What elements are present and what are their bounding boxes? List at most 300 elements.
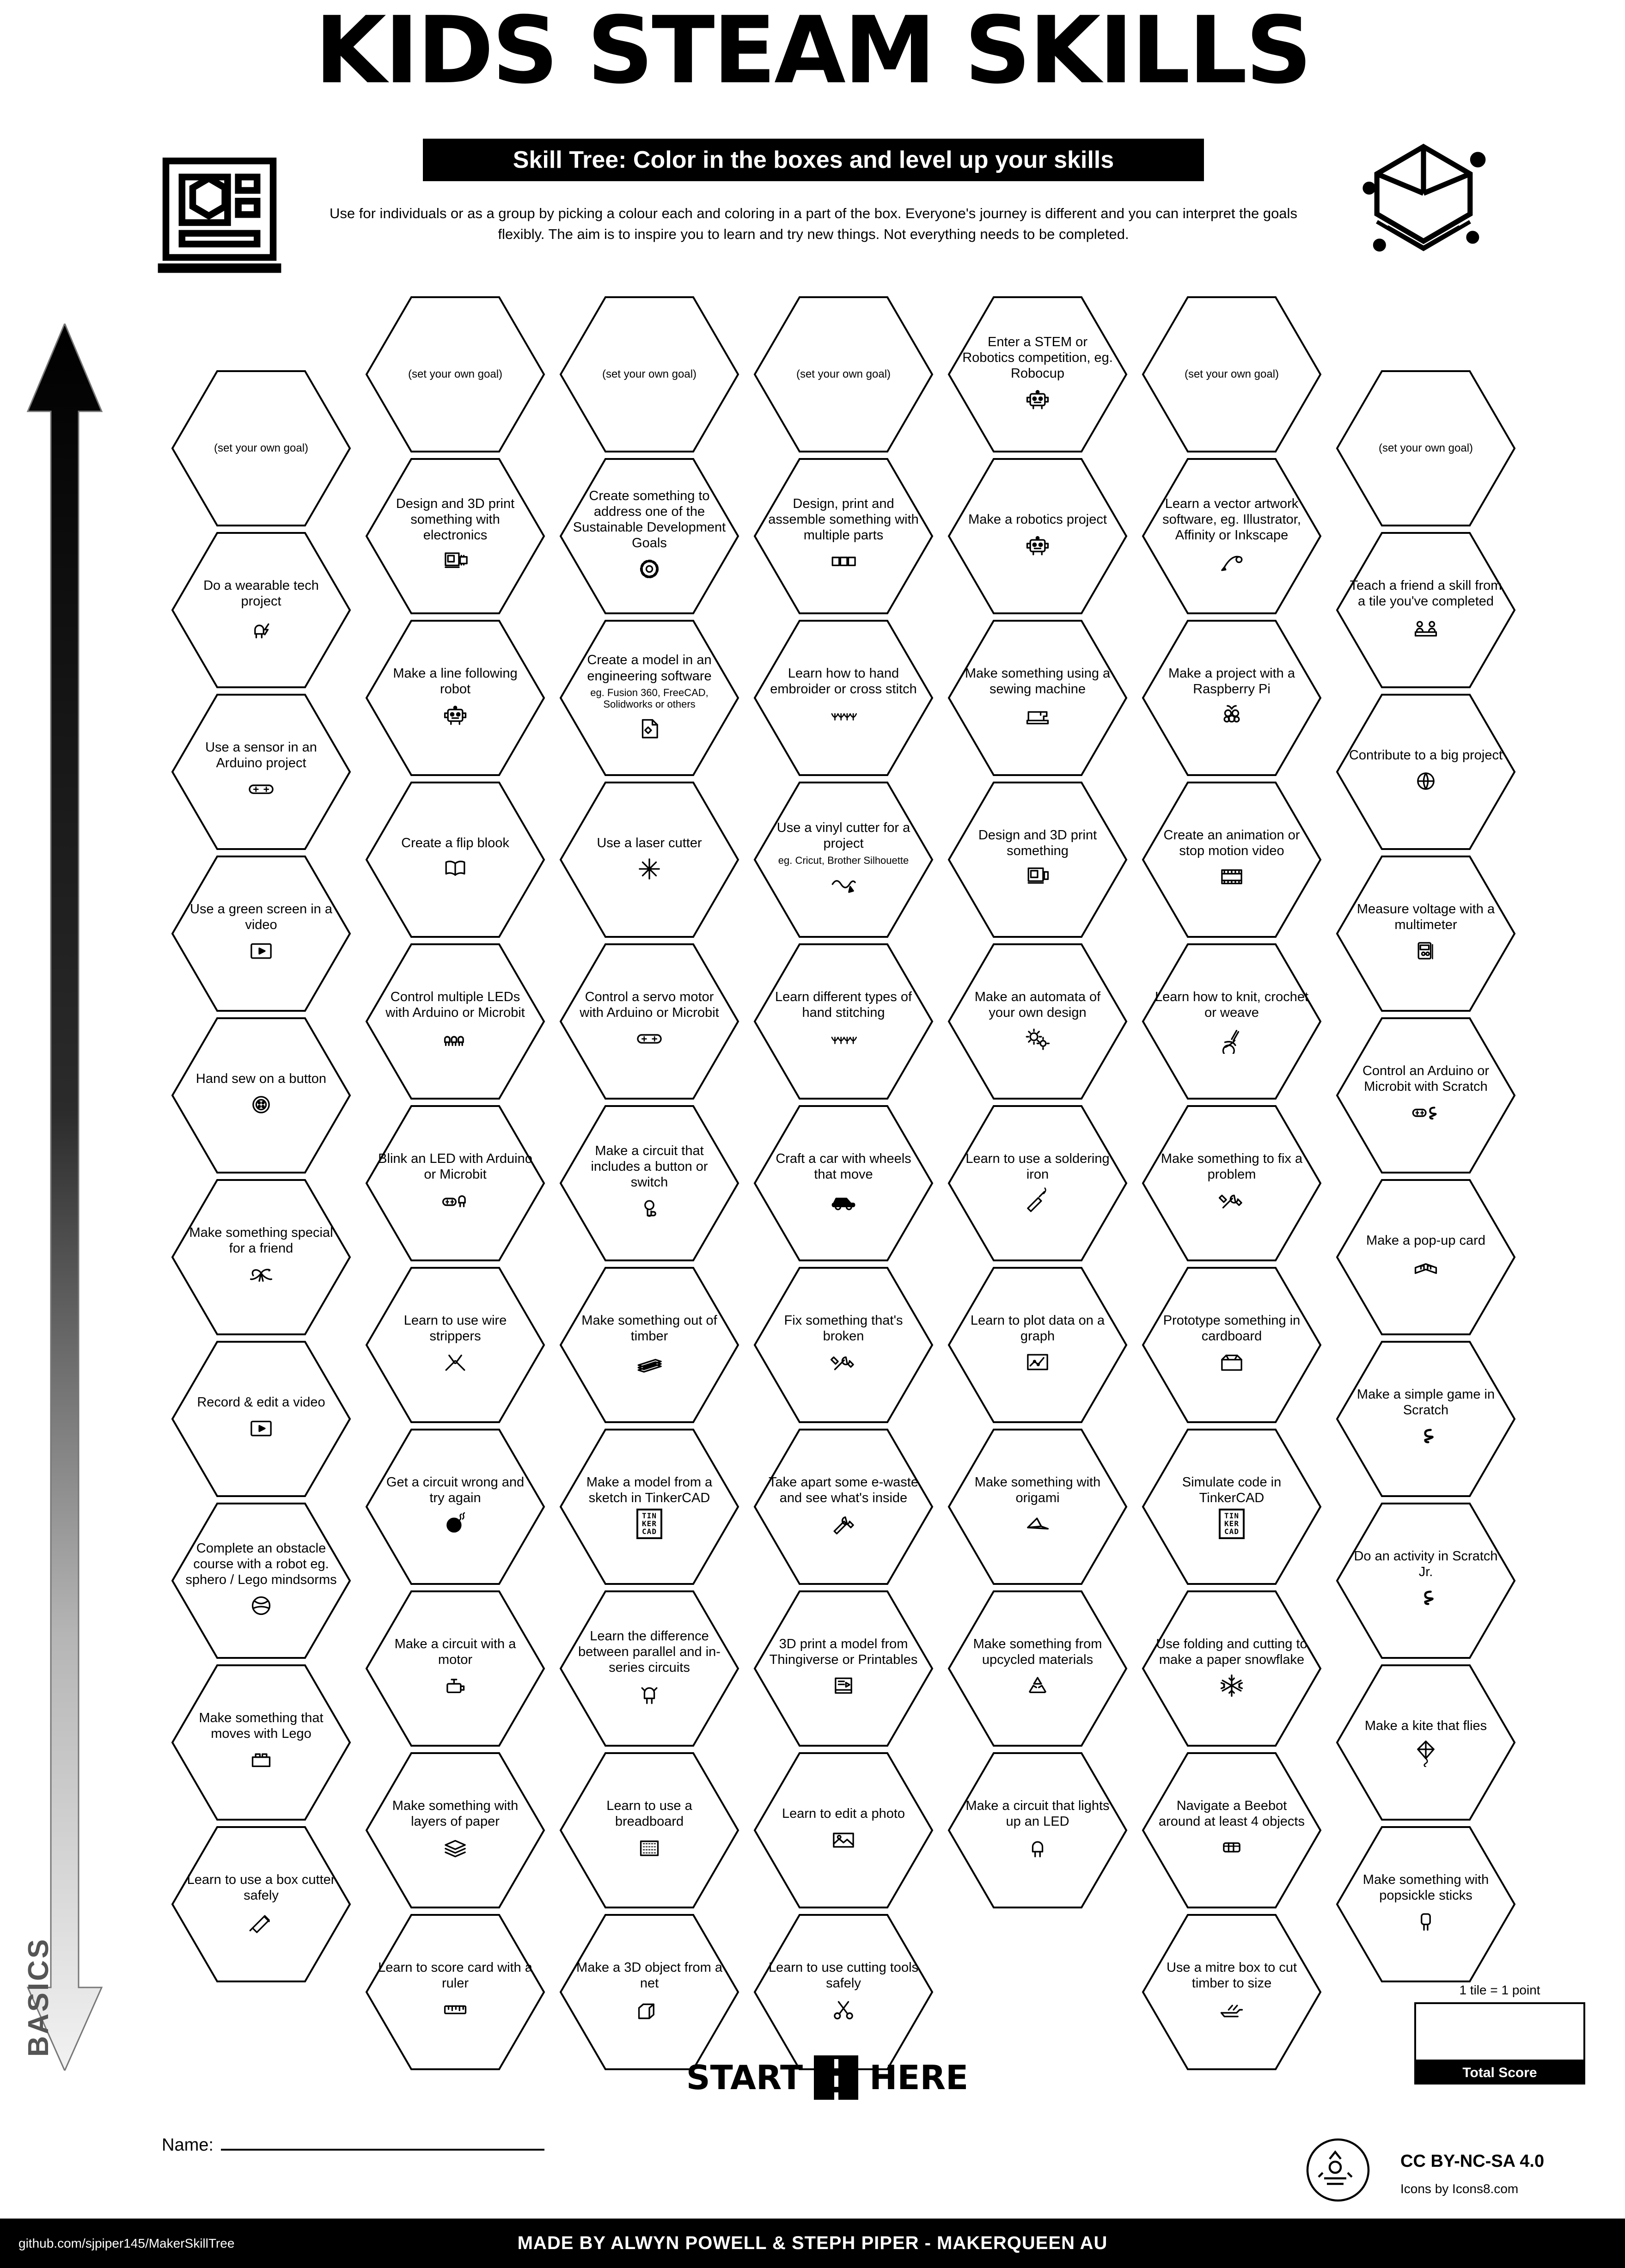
recycle-icon [1020,1670,1055,1701]
arduino-icon [244,774,278,804]
tile-label: Design and 3D print something with electronics [396,496,515,543]
multi-led-icon [438,1023,472,1054]
skill-tile[interactable] [753,619,934,776]
tile-content [1349,1233,1503,1282]
skill-tile[interactable] [365,1590,545,1747]
skill-tile[interactable] [171,1017,351,1174]
skill-tile[interactable] [1336,532,1516,689]
tile-content [1349,747,1503,796]
tile-label: Blink an LED with Arduino or Microbit [378,1151,532,1182]
tile-label: Make an automata of your own design [974,989,1101,1020]
here-label: HERE [869,2058,969,2097]
skill-tile[interactable] [171,1664,351,1821]
lego-brick-icon [244,1744,278,1775]
skill-tile[interactable] [171,693,351,850]
tile-label: Take apart some e-waste and see what's inside [769,1474,918,1505]
tile-content [766,1474,921,1539]
tile-content [184,1872,338,1937]
skill-tile[interactable] [559,1913,739,2071]
teaching-icon [1409,612,1443,642]
tile-content [1155,1151,1309,1216]
tinkercad-icon: TIN KER CAD [1219,1509,1245,1539]
skill-tile[interactable] [947,1428,1128,1585]
tile-label: Hand sew on a button [195,1071,327,1086]
laser-icon [632,854,666,884]
tile-label: Make a pop-up card [1366,1233,1485,1248]
tinkercad-icon: TIN KER CAD [636,1509,662,1539]
skill-tile[interactable] [1336,370,1516,527]
skill-tile[interactable] [559,1590,739,1747]
tile-label: Make a circuit that lights up an LED [965,1798,1110,1829]
tile-label: Control a servo motor with Arduino or Microbit [580,989,719,1020]
score-note: 1 tile = 1 point [1459,1983,1540,1997]
tile-content [184,1394,338,1443]
tile-label: Use folding and cutting to make a paper snowflake [1156,1636,1307,1667]
scissors-icon [826,1994,861,2024]
skill-tile[interactable] [753,1105,934,1262]
skill-tile[interactable] [1336,1179,1516,1336]
tile-content [572,368,727,381]
tile-label: Learn how to hand embroider or cross stitch [770,666,917,697]
skill-tile[interactable] [1336,1826,1516,1983]
tile-label: Make a circuit with a motor [394,1636,516,1667]
mitre-box-icon [1215,1994,1249,2024]
skill-tile[interactable] [1142,1752,1322,1909]
tile-label: Make something with popsickle sticks [1362,1872,1489,1903]
tile-content [184,442,338,455]
tile-content [184,740,338,804]
score-panel [1414,1983,1585,2085]
tile-sublabel: eg. Cricut, Brother Silhouette [778,854,909,866]
multimeter-icon [1409,935,1443,966]
tile-label: Make a line following robot [393,666,518,697]
tile-content [960,512,1115,561]
skill-tile[interactable] [947,781,1128,938]
tile-content [184,1710,338,1775]
skill-tile[interactable] [753,1428,934,1585]
tile-label: Use a laser cutter [597,835,702,850]
skill-tile[interactable] [947,1105,1128,1262]
skill-tile[interactable] [1336,1340,1516,1498]
tile-label: Design and 3D print something [978,827,1097,858]
tile-content [766,1960,921,2024]
skill-tile[interactable] [947,1590,1128,1747]
tile-content [378,1474,532,1539]
skill-tile[interactable] [753,1752,934,1909]
tile-content [378,1636,532,1701]
cardboard-box-icon [1215,1347,1249,1377]
skill-tile[interactable] [171,1826,351,1983]
skill-tile[interactable] [947,1752,1128,1909]
tile-label: Navigate a Beebot around at least 4 objects [1159,1798,1305,1829]
tile-label: Teach a friend a skill from a tile you've completed [1350,578,1502,609]
skill-tile[interactable] [365,1266,545,1424]
tile-content [184,1225,338,1290]
tile-content [766,1636,921,1701]
stitch-icon [826,700,861,730]
skill-tile[interactable] [1336,693,1516,850]
tile-content [572,488,727,585]
multi-parts-icon [826,546,861,576]
skill-tile[interactable] [171,855,351,1012]
tile-label: Create something to address one of the Sustainable Development Goals [573,488,726,551]
name-label: Name: [162,2135,214,2155]
tile-content [766,1313,921,1377]
video-play-icon [244,1413,278,1443]
tile-content [572,835,727,884]
skill-tile[interactable] [1142,619,1322,776]
tile-content [1349,442,1503,455]
axis-label-basics: BASICS [23,1937,55,2057]
tile-label: Make something with layers of paper [392,1798,519,1829]
tile-content [572,1628,727,1709]
skill-tile[interactable] [1336,1664,1516,1821]
soldering-iron-icon [1020,1185,1055,1216]
tile-goal-placeholder: (set your own goal) [602,368,697,380]
tile-label: Make something that moves with Lego [199,1710,324,1741]
skill-tile[interactable] [1142,1266,1322,1424]
skill-tile[interactable] [753,1913,934,2071]
tile-content [766,1806,921,1855]
name-field[interactable] [162,2135,544,2155]
tile-label: Use a sensor in an Arduino project [205,740,317,770]
robot-icon [1020,384,1055,415]
tile-content [572,1143,727,1224]
printer-icon [1020,862,1055,892]
tile-content [378,1151,532,1216]
skill-tile[interactable] [171,370,351,527]
printer-chip-icon [438,546,472,576]
tile-label: Learn to use wire strippers [403,1313,507,1344]
vinyl-cutter-icon [826,869,861,899]
scratch-icon [1409,1583,1443,1613]
license-text: CC BY-NC-SA 4.0 [1400,2152,1545,2171]
snowflake-icon [1215,1670,1249,1701]
footer-bar [0,2219,1625,2268]
tile-content [572,1474,727,1540]
score-input-box[interactable] [1414,2002,1585,2061]
skill-tile[interactable] [365,943,545,1100]
tile-content [1155,496,1309,577]
tile-label: Learn how to knit, crochet or weave [1155,989,1309,1020]
total-score-label: Total Score [1414,2061,1585,2085]
tile-content [1155,1960,1309,2024]
led-bolt-icon [244,612,278,642]
tile-content [1349,1548,1503,1613]
tile-label: Learn to use a box cutter safely [187,1872,336,1903]
globe-icon [1409,766,1443,796]
tile-content [1349,1872,1503,1937]
box-cutter-icon [244,1906,278,1937]
skill-tile[interactable] [365,619,545,776]
tile-content [766,496,921,577]
tile-label: Make something special for a friend [189,1225,333,1256]
tile-label: Complete an obstacle course with a robot eg. sphero / Lego mindsorms [185,1541,337,1588]
tile-content [960,1151,1115,1216]
tile-label: Learn to use a soldering iron [965,1151,1110,1182]
skill-tile[interactable] [559,781,739,938]
subtitle-banner [423,139,1204,181]
tile-content [960,989,1115,1054]
skill-tile[interactable] [947,296,1128,453]
button-icon [244,1089,278,1120]
name-rule [221,2149,544,2151]
tile-content [766,820,921,899]
tile-content [378,989,532,1054]
tile-label: Make a circuit that includes a button or switch [591,1143,708,1190]
tile-label: Make a simple game in Scratch [1356,1387,1495,1418]
tile-label: Use a vinyl cutter for a project [776,820,910,851]
skill-tile[interactable] [365,1752,545,1909]
tile-label: Enter a STEM or Robotics competition, eg. Robocup [962,334,1113,381]
footer-link[interactable]: github.com/sjpiper145/MakerSkillTree [18,2236,235,2250]
footer-credit: MADE BY ALWYN POWELL & STEPH PIPER - MAKERQUEEN AU [517,2233,1108,2253]
tile-label: Learn to plot data on a graph [970,1313,1105,1344]
tile-content [184,1071,338,1120]
tile-content [960,334,1115,415]
tile-label: Make something with origami [974,1474,1101,1505]
tools-icon [826,1347,861,1377]
chart-icon [1020,1347,1055,1377]
tile-label: Use a mitre box to cut timber to size [1166,1960,1297,1991]
intro-text: Use for individuals or as a group by picking a colour each and coloring in a part of the box. Everyone's journey is different and you can interpret the goals flexibly. The aim is to inspire you to learn and try new things. Not everything needs to be completed. [330,205,1297,242]
screwdriver-tools-icon [826,1509,861,1539]
tile-label: Design, print and assemble something with multiple parts [768,496,919,543]
skill-tile[interactable] [171,1179,351,1336]
tile-label: Make a project with a Raspberry Pi [1168,666,1295,697]
skill-tile[interactable] [1336,855,1516,1012]
skill-tile[interactable] [1142,1913,1322,2071]
paper-cube-icon [632,1994,666,2024]
subtitle-text: Skill Tree: Color in the boxes and level up your skills [513,147,1114,173]
skill-tile[interactable] [947,458,1128,615]
tile-content [960,1798,1115,1863]
cad-file-icon [632,713,666,744]
tile-label: Get a circuit wrong and try again [386,1474,525,1505]
kite-icon [1409,1736,1443,1767]
gift-bow-icon [244,1259,278,1290]
ruler-icon [438,1994,472,2024]
tile-content [1155,1313,1309,1377]
skill-tile[interactable] [753,296,934,453]
stitch-icon [826,1023,861,1054]
tile-label: Create an animation or stop motion video [1163,827,1300,858]
isometric-cube-icon [1359,134,1488,268]
tile-label: Prototype something in cardboard [1163,1313,1301,1344]
skill-tile[interactable] [559,1266,739,1424]
tile-goal-placeholder: (set your own goal) [1184,368,1279,380]
beebot-icon [1215,1832,1249,1863]
robot-icon [438,700,472,730]
animation-icon [1215,862,1249,892]
arduino-scratch-icon [1409,1097,1443,1128]
tile-label: Record & edit a video [197,1394,325,1410]
tile-content [1155,368,1309,381]
page-title: KIDS STEAM SKILLS [315,0,1310,104]
tile-label: Make a robotics project [968,512,1107,527]
tile-label: Create a model in an engineering software [587,653,712,684]
skill-tile[interactable] [753,781,934,938]
car-icon [826,1185,861,1216]
sphero-icon [244,1590,278,1621]
tile-label: Learn to edit a photo [782,1806,905,1821]
skill-tile[interactable] [559,458,739,615]
tile-content [1349,1063,1503,1128]
tile-goal-placeholder: (set your own goal) [796,368,891,380]
skill-tile[interactable] [1142,943,1322,1100]
led-icon [1020,1832,1055,1863]
icons-credit: Icons by Icons8.com [1400,2182,1519,2196]
skill-tile[interactable] [753,1590,934,1747]
robot-icon [1020,530,1055,561]
tile-content [766,989,921,1054]
skill-tile[interactable] [1142,781,1322,938]
tile-content [960,1313,1115,1377]
tile-content [378,666,532,730]
tile-content [378,1313,532,1377]
tile-label: Create a flip blook [401,835,509,850]
skill-tile[interactable] [1142,1105,1322,1262]
skill-tile[interactable] [365,458,545,615]
tile-label: Learn different types of hand stitching [775,989,912,1020]
cc-badge-icon [1303,2135,1373,2205]
timber-icon [632,1347,666,1377]
skill-tile[interactable] [1142,296,1322,453]
3d-printer-icon [153,148,287,287]
skill-tile[interactable] [365,296,545,453]
tile-label: Simulate code in TinkerCAD [1182,1474,1282,1505]
arduino-led-icon [438,1185,472,1216]
tile-label: Control an Arduino or Microbit with Scratch [1362,1063,1490,1094]
axis-label-advanced: ADVANCED [23,444,55,619]
skill-tile[interactable] [171,1502,351,1659]
tile-label: Do an activity in Scratch Jr. [1354,1548,1498,1579]
tile-content [1155,1636,1309,1701]
tile-label: Learn the difference between parallel and in-series circuits [578,1628,721,1675]
tile-content [184,1541,338,1621]
paper-layers-icon [438,1832,472,1863]
tile-label: Make a model from a sketch in TinkerCAD [586,1474,713,1505]
tile-content [766,368,921,381]
skill-tile[interactable] [1142,1428,1322,1585]
tile-label: Make something from upcycled materials [973,1636,1102,1667]
sewing-machine-icon [1020,700,1055,730]
tile-goal-placeholder: (set your own goal) [408,368,503,380]
tile-content [960,1474,1115,1539]
pen-tool-icon [1215,546,1249,576]
start-label: START [686,2058,803,2097]
tile-content [960,666,1115,730]
breadboard-icon [632,1832,666,1863]
skill-tile[interactable] [1336,1502,1516,1659]
tile-content [1155,989,1309,1054]
skill-tile[interactable] [753,458,934,615]
tile-label: Learn a vector artwork software, eg. Illustrator, Affinity or Inkscape [1162,496,1301,543]
smoke-face-icon [438,1509,472,1539]
tile-content [572,989,727,1054]
tile-label: Make something using a sewing machine [965,666,1111,697]
tile-content [1349,1387,1503,1451]
skill-tile[interactable] [365,1913,545,2071]
skill-tile[interactable] [559,1105,739,1262]
tile-content [572,1798,727,1863]
led-circuit-icon [632,1678,666,1709]
tile-label: Make a kite that flies [1364,1718,1487,1733]
tile-label: Learn to score card with a ruler [378,1960,532,1991]
tile-content [1155,1474,1309,1540]
tile-content [1349,901,1503,966]
skill-tile[interactable] [365,1105,545,1262]
skill-tile[interactable] [559,943,739,1100]
tile-label: Learn to use a breadboard [606,1798,692,1829]
skill-tile[interactable] [753,943,934,1100]
raspberry-pi-icon [1215,700,1249,730]
gears-icon [1020,1023,1055,1054]
popup-card-icon [1409,1251,1443,1282]
tile-content [766,666,921,730]
skill-tile[interactable] [559,619,739,776]
knit-icon [1215,1023,1249,1054]
tile-content [766,1151,921,1216]
tile-content [572,1960,727,2024]
motor-icon [438,1670,472,1701]
skill-tile[interactable] [753,1266,934,1424]
skill-tile[interactable] [171,1340,351,1498]
wire-stripper-icon [438,1347,472,1377]
tile-content [572,1313,727,1377]
tile-content [378,835,532,884]
skill-tile[interactable] [1142,1590,1322,1747]
skill-tile[interactable] [559,1752,739,1909]
skill-tile[interactable] [947,619,1128,776]
tile-goal-placeholder: (set your own goal) [214,442,309,454]
skill-tile[interactable] [559,1428,739,1585]
tile-content [1349,578,1503,642]
tile-content [378,368,532,381]
tile-label: Use a green screen in a video [190,901,332,932]
tile-label: Control multiple LEDs with Arduino or Microbit [385,989,525,1020]
tools-icon [1215,1185,1249,1216]
photo-icon [826,1824,861,1855]
press-button-icon [632,1193,666,1223]
tile-content [378,1960,532,2024]
skill-tile[interactable] [559,296,739,453]
skill-tile[interactable] [365,1428,545,1585]
origami-icon [1020,1509,1055,1539]
skill-tile[interactable] [171,532,351,689]
tile-label: Measure voltage with a multimeter [1356,901,1495,932]
tile-label: Make a 3D object from a net [576,1960,722,1991]
skill-tile[interactable] [365,781,545,938]
skill-tile[interactable] [1336,1017,1516,1174]
tile-label: Make something out of timber [581,1313,717,1344]
sdg-wheel-icon [632,554,666,584]
skill-tile[interactable] [947,943,1128,1100]
skill-tile[interactable] [1142,458,1322,615]
skill-tile[interactable] [947,1266,1128,1424]
scratch-icon [1409,1421,1443,1451]
tile-label: 3D print a model from Thingiverse or Printables [769,1636,918,1667]
tile-content [572,652,727,743]
book-icon [438,854,472,884]
tile-content [1155,666,1309,730]
tile-content [184,578,338,642]
tile-content [1155,827,1309,892]
arduino-icon [632,1023,666,1054]
tile-label: Contribute to a big project [1349,747,1503,763]
tile-content [1349,1718,1503,1767]
tile-content [184,901,338,966]
